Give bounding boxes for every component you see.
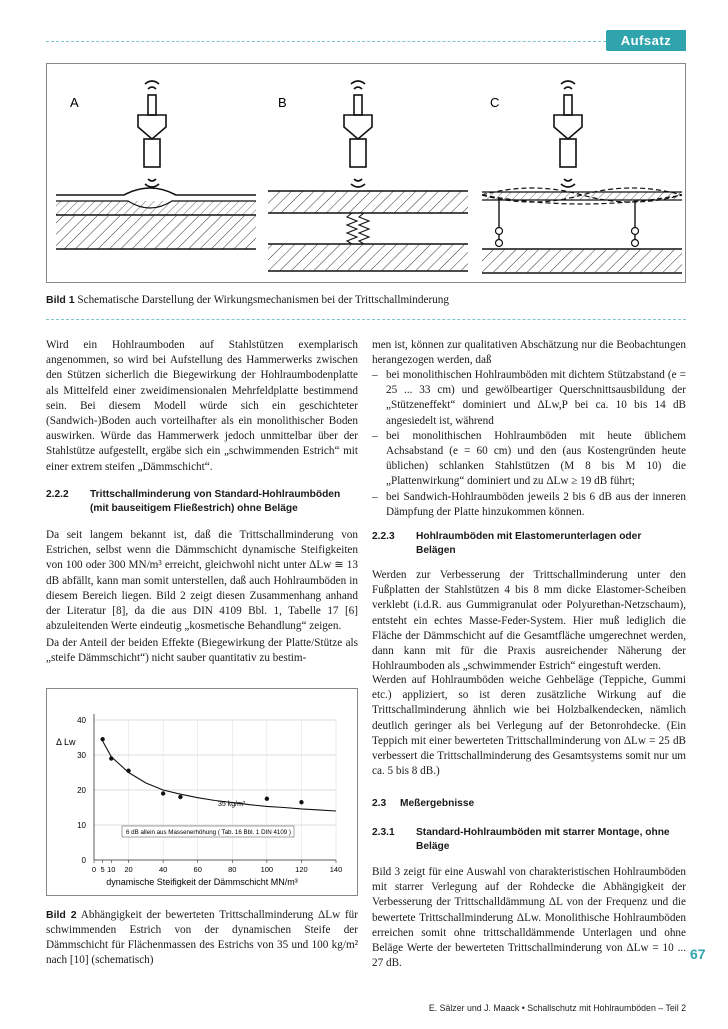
- figure-1-label-c: C: [490, 95, 500, 110]
- x-tick-label: 5: [100, 865, 105, 874]
- chart-annotation-mass: 35 kg/m²: [218, 801, 246, 808]
- heading-2-3-number: 2.3: [372, 798, 387, 809]
- x-tick-label: 0: [91, 865, 97, 874]
- right-para-3: Werden auf Hohlraumböden weiche Gehbeläge (Teppiche, Gummi etc.) appliziert, so ist deren zusätzliche Wirkung auf die Trittschallminderung ähnlich wie bei Holzbalkendecken, nämlich deutlich geringer als bei Verlegung auf der Betonrohdecke. (Ein Teppich mit einer bewerteten Trittschallminderung von ΔLw = 25 dB verbessert die Trittschallminderung des Gesamtsystems somit nur um ca. 5 bis 8 dB.): [372, 674, 686, 778]
- figure-1-label-b: B: [278, 95, 287, 110]
- chart-x-label: dynamische Steifigkeit der Dämmschicht MN/m³: [106, 877, 298, 887]
- data-point: [126, 769, 130, 773]
- caption-rule: [46, 319, 686, 320]
- heading-2-3-title: Meßergebnisse: [400, 798, 475, 809]
- heading-2-2-3-number: 2.2.3: [372, 531, 395, 542]
- left-para-2: Da seit langem bekannt ist, daß die Trittschallminderung von Estrichen, selbst wenn die Dämmschicht dynamische Steifigkeiten von 100 oder 300 MN/m³ erreicht, gleichwohl nicht unter ΔLw ≅ 13 dB abfällt, kann man somit unterstellen, daß auch Hohlraumböden in diesem Bereich liegen. Bild 2 zeigt diesen Zusammenhang anhand der Literatur [8], da die aus DIN 4109 Bbl. 1, Tabelle 17 [6] abzuleitenden Werte eindeutig „kosmetische Behandlung“ zeigen.: [46, 529, 358, 633]
- figure-2-caption-text: Abhängigkeit der bewerteten Trittschallminderung ΔLw für schwimmenden Estrich von der dynamischen Steife der Dämmschicht für Flächenmassen des Estrichs von 35 und 100 kg/m² nach [10] (schematisch): [46, 909, 359, 966]
- hammer-b-icon: [344, 81, 372, 187]
- chart-marks: [100, 737, 336, 811]
- left-para-1: Wird ein Hohlraumboden auf Stahlstützen exemplarisch angenommen, so wird bei Aufstellung des Hammerwerks zwischen den Stützen sicherlich die Biegewirkung der Hohlraumbodenplatte als Mittelfeld einer zweidimensionalen Mehrfeldplatte bestimmend sein. Bei diesem Modell würde sich ein geschichteter (Sandwich-)Boden auch vorteilhafter als ein monolithischer Boden auswirken. Würde das Hammerwerk jedoch unmittelbar über der Stahlstütze aufgestellt, ergäbe sich ein „schwimmenden Estrich“ mit einer extrem steifen „Dämmschicht“.: [46, 339, 358, 473]
- data-point: [265, 797, 269, 801]
- x-tick-label: 20: [124, 865, 133, 874]
- heading-2-2-3-title: Hohlraumböden mit Elastomerunterlagen oder Belägen: [416, 531, 642, 556]
- heading-2-2-2-number: 2.2.2: [46, 489, 69, 500]
- figure-2-caption: [46, 908, 358, 968]
- figure-2-caption-label: Bild 2: [46, 909, 77, 921]
- x-tick-label: 100: [260, 865, 274, 874]
- section-tag: Aufsatz: [606, 30, 686, 51]
- data-point: [161, 791, 165, 795]
- right-bullet-item: – bei monolithischen Hohlraumböden mit heute üblichem Achsabstand (e = 60 cm) und den (aus Kostengründen heute üblichen) schlanken Stahlstützen (M 8 bis M 10) die „Plattenwirkung“ dominiert und zu ΔLw ≥ 19 dB führt;: [372, 429, 686, 490]
- right-para-2: Werden zur Verbesserung der Trittschallminderung unter den Fußplatten der Stahlstützen 4 bis 8 mm dicke Elastomer-Scheiben verklebt (i.d.R. aus Gummigranulat oder Polyurethan-Netzschaum), entsteht ein echtes Masse-Feder-System. Hier muß lediglich die Fläche der Dämmschicht auf die Gesamtfläche umgerechnet werden, dann kann mit für die Praxis ausreichender Näherung der Hohlraumboden als „schwimmender Estrich“ eingestuft werden.: [372, 569, 686, 673]
- chart-ticks: [77, 716, 342, 874]
- right-para-4: Bild 3 zeigt für eine Auswahl von charakteristischen Hohlraumböden mit starrer Verlegung auf der Rohdecke die Abhängigkeit der Verbesserung der Trittschalldämmung ΔL von der Frequenz und die bewertete Trittschallminderung ΔLw. Monolithische Hohlraumböden erreichen somit ohne trittschalldämmende Unterlagen und ohne Beläge Werte der bewerteten Trittschallminderung von ΔLw = 10 ... 27 dB.: [372, 866, 686, 970]
- left-para-3: Da der Anteil der beiden Effekte (Biegewirkung der Platte/Stütze als „steife Dämmschicht“) nicht sauber quantitativ zu bestim-: [46, 637, 358, 665]
- header-rule: [46, 41, 606, 42]
- figure-1-caption-label: Bild 1: [46, 294, 75, 306]
- data-point: [100, 737, 104, 741]
- panel-b: [268, 81, 468, 271]
- figure-1-caption: [46, 293, 686, 308]
- right-bullet-item: – bei Sandwich-Hohlraumböden jeweils 2 bis 6 dB aus der inneren Dämpfung der Platte hinzukommen können.: [372, 490, 686, 520]
- running-footer: E. Sälzer und J. Maack • Schallschutz mit Hohlraumböden – Teil 2: [428, 1003, 686, 1013]
- heading-2-3-1-title: Standard-Hohlraumböden mit starrer Montage, ohne Beläge: [416, 827, 670, 852]
- figure-1-diagram: [46, 63, 686, 283]
- x-tick-label: 10: [107, 865, 116, 874]
- chart-annotation-mass-increase: 6 dB allein aus Massenerhöhung ( Tab. 16 Bbl. 1 DIN 4109 ): [126, 829, 291, 836]
- data-point: [299, 800, 303, 804]
- heading-2-3: [372, 797, 686, 813]
- hammer-c-icon: [554, 81, 582, 187]
- y-tick-label: 40: [77, 716, 86, 725]
- x-tick-label: 80: [228, 865, 237, 874]
- panel-c: [482, 81, 682, 273]
- heading-2-2-2-title: Trittschallminderung von Standard-Hohlraumböden (mit bauseitigem Fließestrich) ohne Beläge: [90, 489, 341, 514]
- chart-y-label: Δ Lw: [56, 737, 76, 747]
- panel-a: [56, 81, 256, 249]
- heading-2-2-2: [46, 488, 358, 518]
- heading-2-3-1-number: 2.3.1: [372, 827, 395, 838]
- heading-2-3-1: [372, 826, 686, 856]
- figure-2-chart: [46, 688, 358, 896]
- figure-1-caption-text: Schematische Darstellung der Wirkungsmechanismen bei der Trittschallminderung: [77, 294, 449, 306]
- y-tick-label: 30: [77, 751, 86, 760]
- data-point: [109, 756, 113, 760]
- chart-grid: [94, 714, 336, 860]
- right-para-1: men ist, können zur qualitativen Abschätzung nur die Beobachtungen herangezogen werden, daß: [372, 339, 686, 367]
- hammer-a-icon: [138, 81, 166, 187]
- page-number: 67: [690, 946, 706, 962]
- y-tick-label: 10: [77, 821, 86, 830]
- right-bullet-item: – bei monolithischen Hohlraumböden mit dichtem Stützabstand (e = 25 ... 33 cm) und gewölbeartiger Querschnittsausbildung der „Stützeneffekt“ dominiert und ΔLw,P bei ca. 10 bis 14 dB angesiedelt ist, während: [372, 368, 686, 429]
- x-tick-label: 60: [193, 865, 202, 874]
- x-tick-label: 140: [329, 865, 343, 874]
- heading-2-2-3: [372, 530, 686, 560]
- x-tick-label: 120: [295, 865, 308, 874]
- right-bullet-list: [372, 368, 686, 520]
- data-point: [178, 795, 182, 799]
- y-tick-label: 0: [81, 856, 86, 865]
- y-tick-label: 20: [77, 786, 86, 795]
- x-tick-label: 40: [158, 865, 168, 874]
- figure-1-label-a: A: [70, 95, 79, 110]
